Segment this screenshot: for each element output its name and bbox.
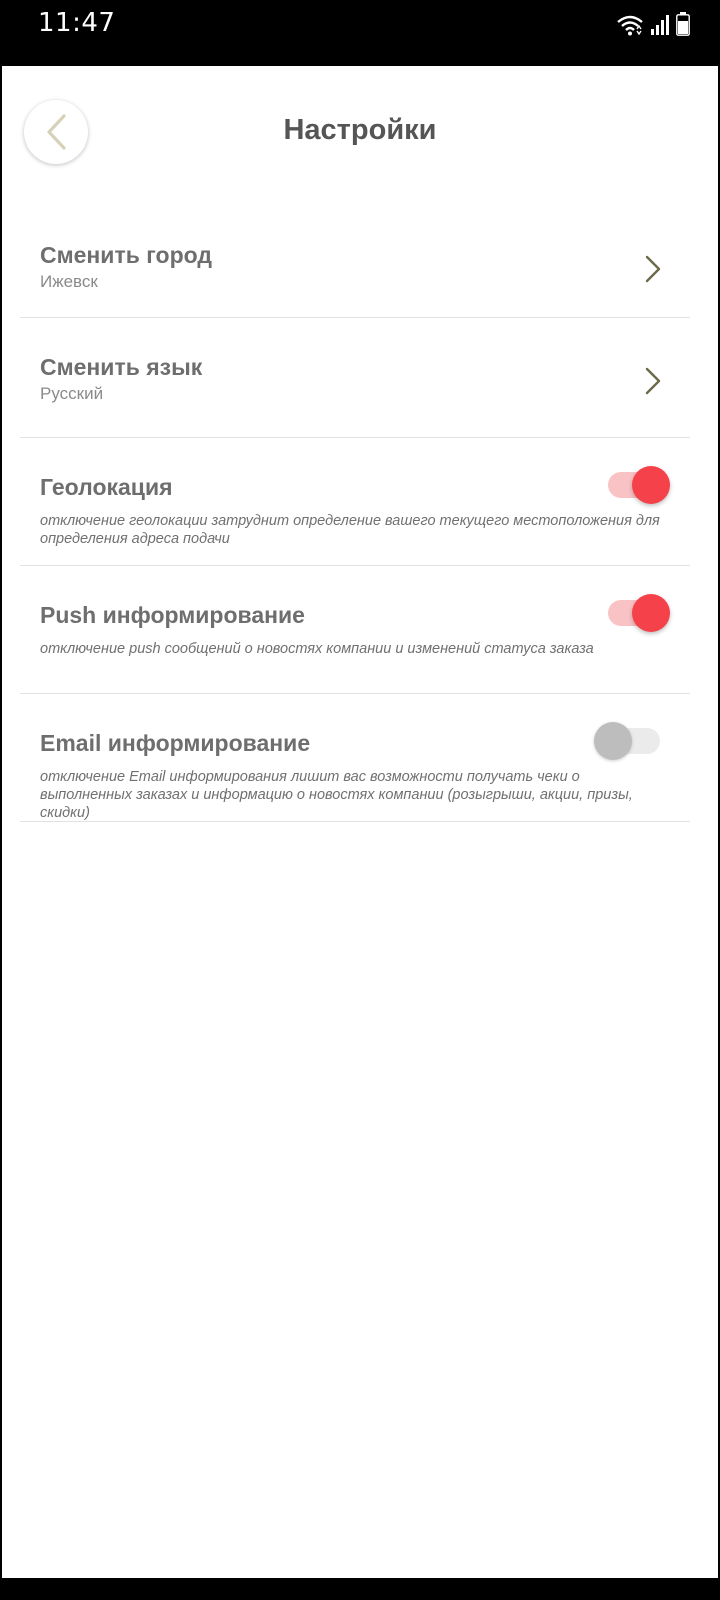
navigation-bar xyxy=(0,1578,720,1600)
push-notifications-row xyxy=(20,566,690,694)
status-icons xyxy=(616,10,690,36)
change-city-row[interactable] xyxy=(20,206,690,318)
change-language-title: Сменить язык xyxy=(40,354,203,380)
change-city-title: Сменить город xyxy=(40,242,212,268)
chevron-right-icon xyxy=(642,254,664,284)
status-bar xyxy=(0,0,720,66)
push-notifications-toggle[interactable] xyxy=(608,600,666,626)
change-language-row[interactable] xyxy=(20,318,690,438)
push-notifications-description: отключение push сообщений о новостях компании и изменений статуса заказа xyxy=(40,641,594,657)
geolocation-row xyxy=(20,438,690,566)
status-time: 11:47 xyxy=(38,8,116,38)
email-notifications-description: отключение Email информирования лишит вас возможности получать чеки о выполненных заказах и информацию о новостях компании (розыгрыши, акции, призы, скидки) xyxy=(40,769,633,821)
toggle-thumb xyxy=(632,466,670,504)
push-notifications-title: Push информирование xyxy=(40,602,305,628)
geolocation-toggle[interactable] xyxy=(608,472,666,498)
page-title: Настройки xyxy=(283,114,437,146)
wifi-icon xyxy=(616,14,644,36)
toggle-thumb xyxy=(632,594,670,632)
chevron-right-icon xyxy=(642,366,664,396)
email-notifications-toggle[interactable] xyxy=(602,728,660,754)
current-city-value: Ижевск xyxy=(40,272,98,291)
settings-screen xyxy=(2,66,718,1578)
email-notifications-title: Email информирование xyxy=(40,730,311,756)
geolocation-title: Геолокация xyxy=(40,474,173,500)
current-language-value: Русский xyxy=(40,384,104,403)
email-notifications-row xyxy=(20,694,690,822)
battery-icon xyxy=(676,12,690,36)
toggle-thumb xyxy=(594,722,632,760)
signal-icon xyxy=(650,14,670,36)
geolocation-description: отключение геолокации затруднит определение вашего текущего местоположения для определения адреса подачи xyxy=(40,513,660,547)
